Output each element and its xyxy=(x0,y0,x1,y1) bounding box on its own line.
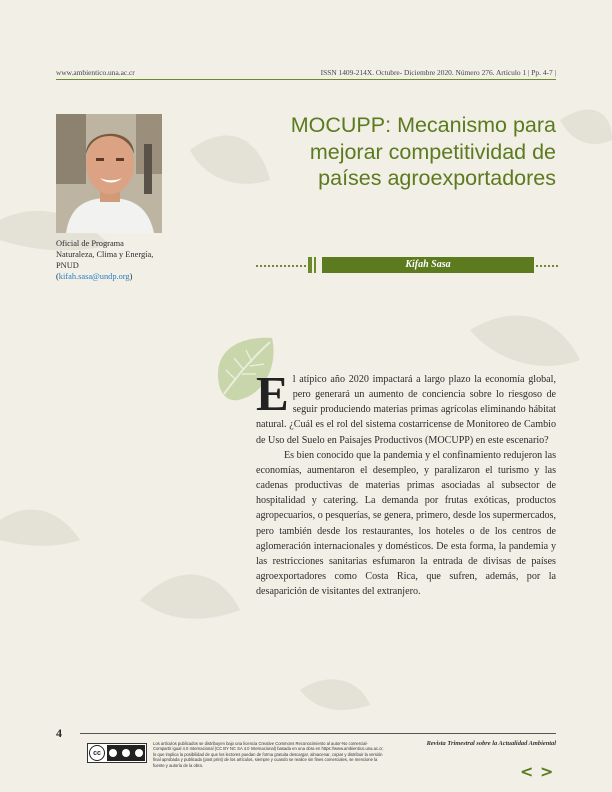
author-caption-close: ) xyxy=(129,272,133,281)
running-header xyxy=(56,66,556,80)
issn-line: ISSN 1409-214X. Octubre- Diciembre 2020. Número 276. Artículo 1 | Pp. 4-7 | xyxy=(320,68,556,77)
drop-cap: E xyxy=(256,366,289,421)
author-name: Kifah Sasa xyxy=(322,257,534,273)
author-photo xyxy=(56,114,162,233)
journal-name: Revista Trimestral sobre la Actualidad Ambiental xyxy=(426,740,556,747)
author-portrait-image xyxy=(56,114,162,233)
next-page-arrow-icon[interactable]: > xyxy=(540,762,554,781)
footer-rule xyxy=(80,733,556,734)
page-number: 4 xyxy=(56,726,62,740)
byline-dots-left xyxy=(256,265,306,267)
byline-bars xyxy=(308,257,320,273)
creative-commons-badge[interactable] xyxy=(87,743,147,763)
author-byline-bar xyxy=(256,257,558,273)
article-paragraph-2: Es bien conocido que la pandemia y el confinamiento redujeron las economías, aumentaron el desempleo, y paralizaron el turismo y las cadenas productivas de materias primas asociadas al subsector de hospitalidad y catering. La demanda por frutas exóticas, productos agropecuarios, o pesquerías, se genera, primero, desde los supermercados, pero también desde los restaurantes, los hoteles o de los centros de aglomeración internacionales y domésticos. De esta forma, la pandemia y las restricciones sanitarias esfumaron la entrada de divisas de países agroexportadores como Costa Rica, que sufren, además, por la desaparición de visitantes del extranjero. xyxy=(256,449,556,598)
cc-icon: cc xyxy=(89,745,105,761)
license-text: Los artículos publicados se distribuyen bajo una licencia Creative Commons Reconocimiento al autor-No comercial-Compartir igual 4.0 Internacional (CC BY NC SA 4.0 Internacional) basada en una obra en https://www.ambientico.una.ac.cr, lo que implica la posibilidad de que los lectores puedan de forma gratuita descargar, almacenar, copiar y distribuir la versión final aprobada y publicada (post print) de los artículos, siempre y cuando se realice sin fines comerciales, se mencione la fuente y autoría de la obra. xyxy=(153,741,384,768)
byline-dots-right xyxy=(536,265,558,267)
previous-page-arrow-icon[interactable]: < xyxy=(520,762,534,781)
journal-url[interactable]: www.ambientico.una.ac.cr xyxy=(56,68,135,77)
cc-by-nc-sa-icon xyxy=(107,745,145,761)
author-email-link[interactable]: kifah.sasa@undp.org xyxy=(58,272,130,281)
paragraph-1-text: l atípico año 2020 impactará a largo plazo la economía global, pero generará un aumento de conciencia sobre lo riesgoso de seguir produciendo materias primas agrícolas eliminando hábitat natural. ¿Cuál es el rol del sistema costarricense de Monitoreo de Cambio de Uso del Suelo en Paisajes Productivos (MOCUPP) en este escenario? xyxy=(256,374,556,446)
author-role: Oficial de Programa Naturaleza, Clima y Energía, PNUD ( xyxy=(56,239,154,281)
article-paragraph-1 xyxy=(256,366,556,448)
article-title: MOCUPP: Mecanismo para mejorar competitividad de países agroexportadores xyxy=(290,113,556,190)
header-rule xyxy=(56,79,556,80)
author-caption xyxy=(56,238,156,282)
article-body xyxy=(256,366,556,599)
